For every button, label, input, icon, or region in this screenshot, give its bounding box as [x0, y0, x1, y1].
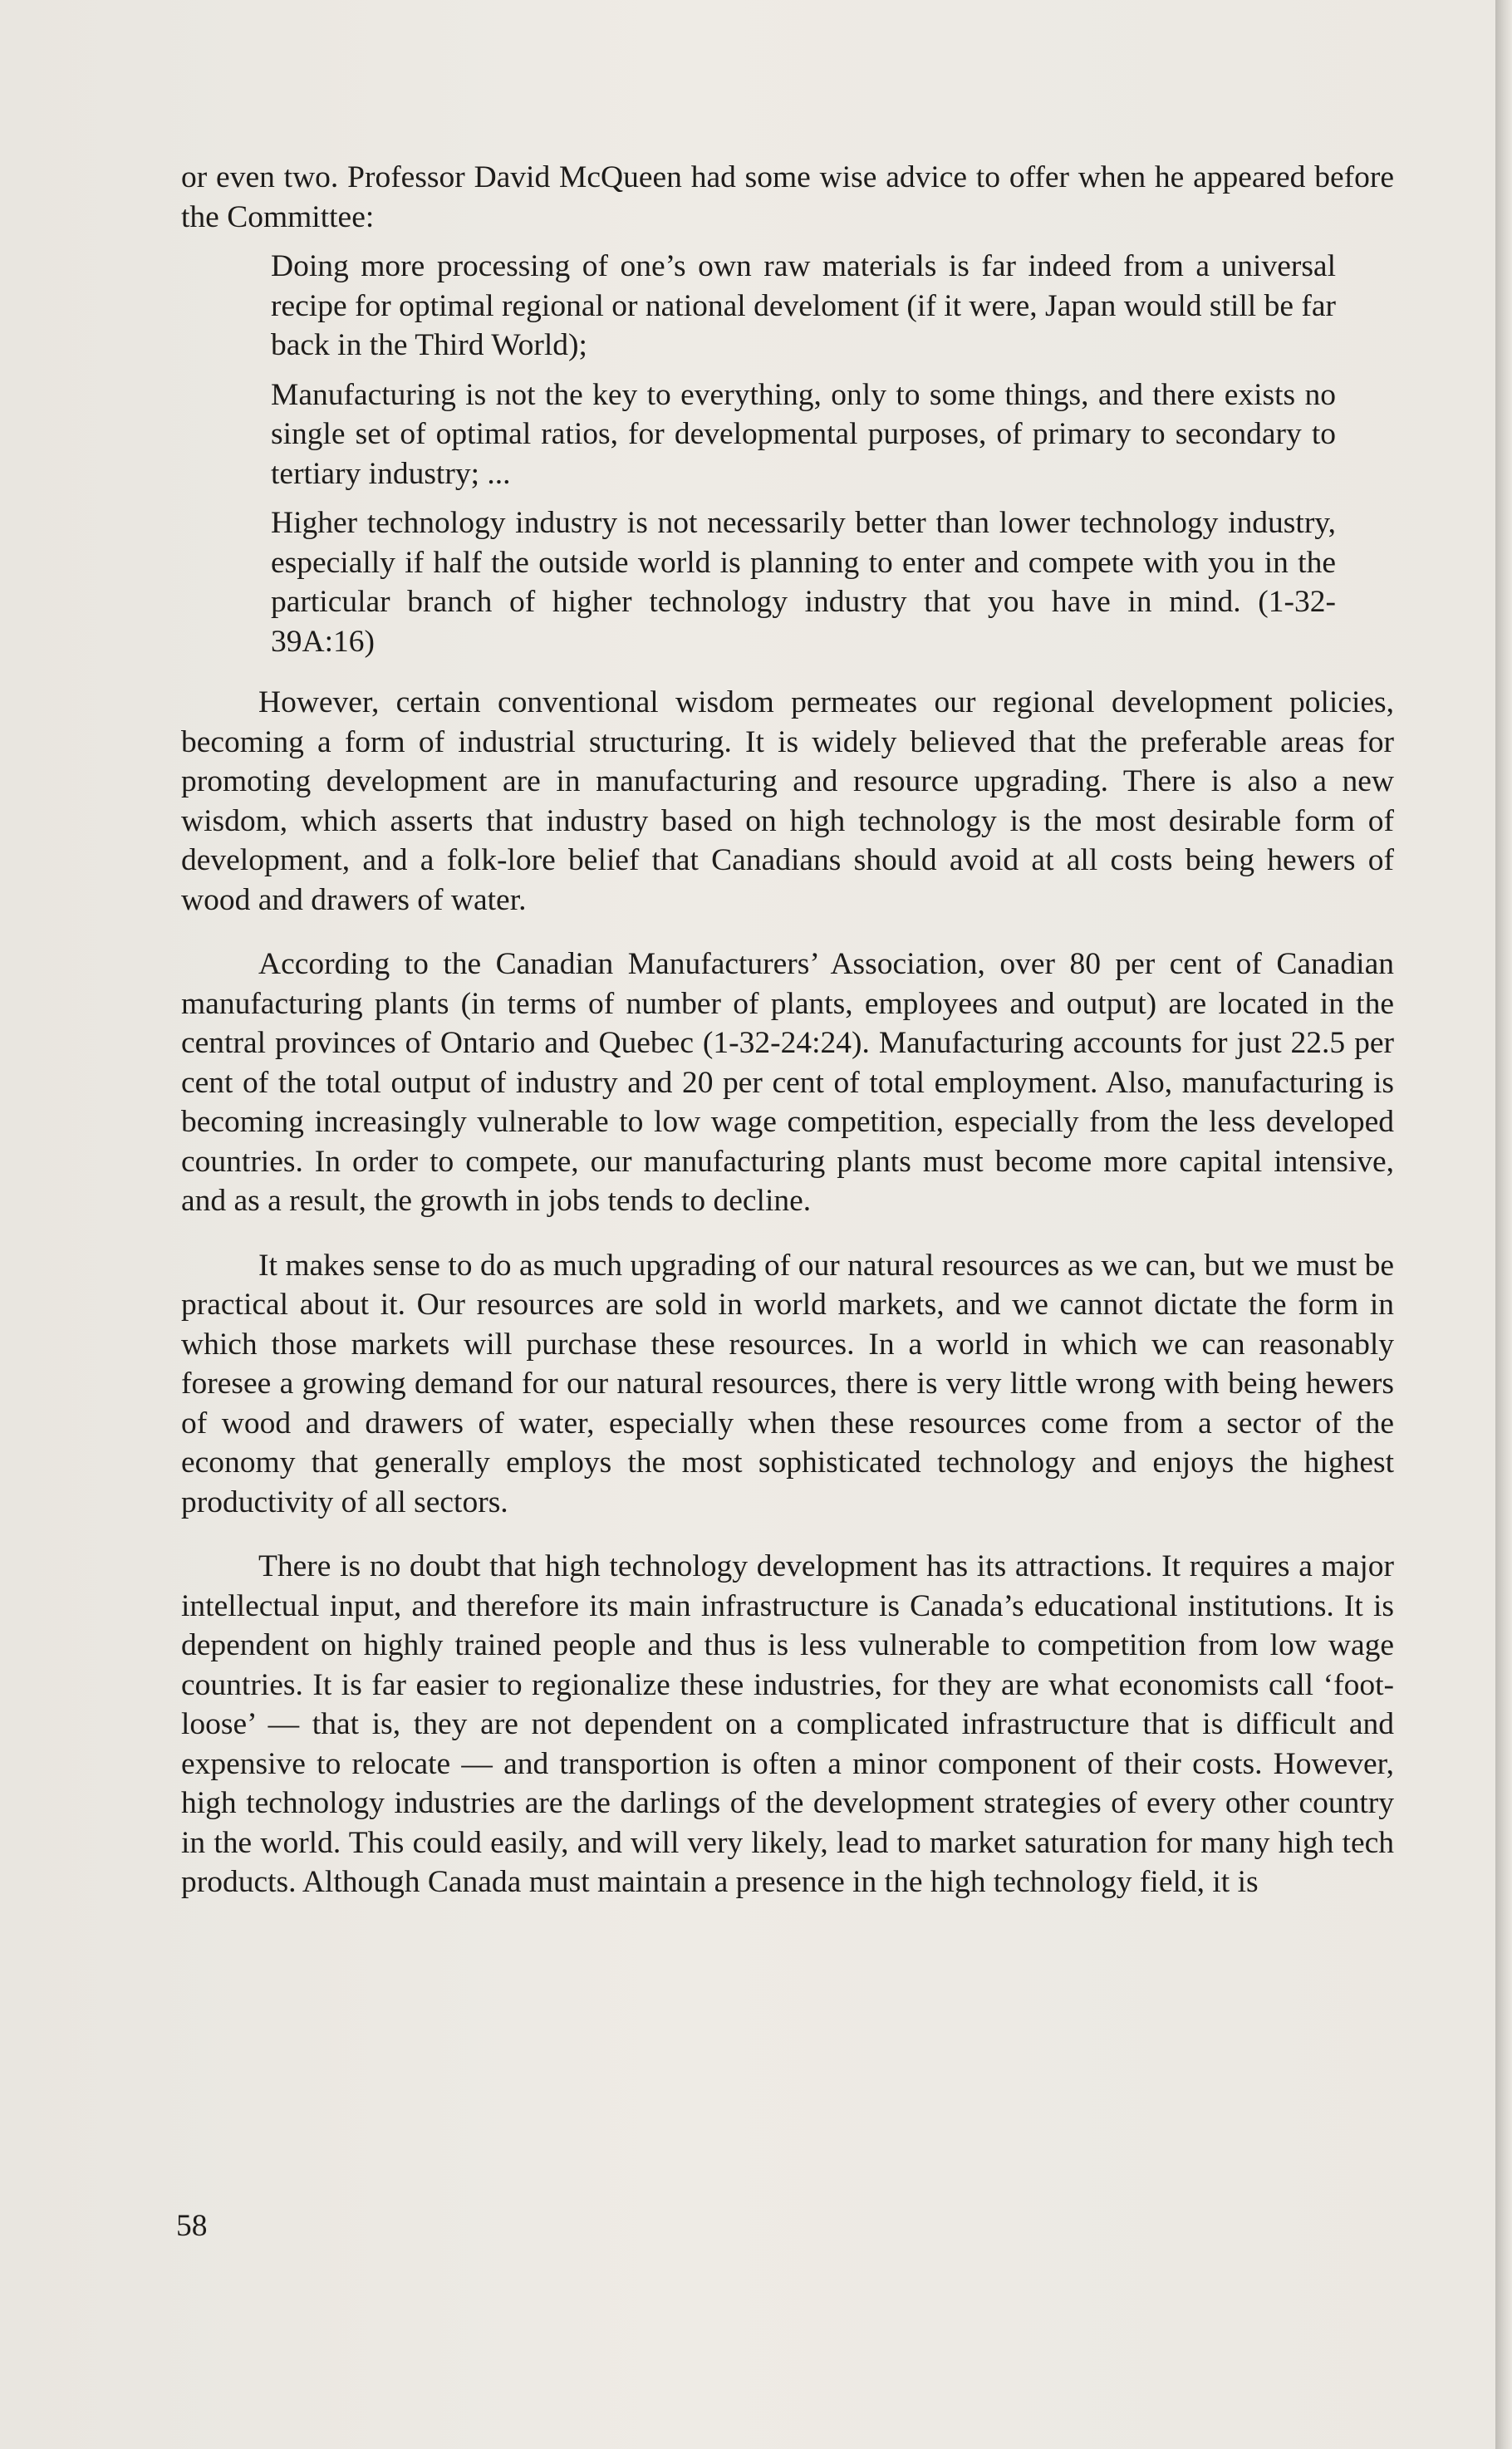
quote-paragraph-1: Doing more processing of one’s own raw materials is far indeed from a universal recipe for optimal regional or national develoment (if it were, Japan would still be far back in the Third World);	[271, 249, 1336, 362]
body-paragraph-2: According to the Canadian Manufacturers’ Association, over 80 per cent of Canadian manufacturing plants (in terms of number of plants, employees and output) are located in the central provinces of Ontario and Quebec (1-32-24:24). Manufacturing accounts for just 22.5 per cent of the total output of industry and 20 per cent of total employment. Also, manufacturing is becoming increasingly vulnerable to low wage competition, especially from the less developed countries. In order to compete, our manufacturing plants must become more capital intensive, and as a result, the growth in jobs tends to decline.	[181, 947, 1394, 1218]
quote-paragraph-3: Higher technology industry is not necessarily better than lower technology industry, especially if half the outside world is planning to enter and compete with you in the particular branch of higher technology industry that you have in mind. (1-32-39A:16)	[271, 506, 1336, 659]
page-number: 58	[176, 2209, 208, 2243]
page-edge-shadow	[1495, 0, 1512, 2449]
quote-paragraph-2: Manufacturing is not the key to everything, only to some things, and there exists no single set of optimal ratios, for developmental purposes, of primary to secondary to tertiary industry; ...	[271, 377, 1336, 491]
body-paragraph-3: It makes sense to do as much upgrading of our natural resources as we can, but we must be practical about it. Our resources are sold in world markets, and we cannot dictate the form in which those markets will purchase these resources. In a world in which we can reasonably foresee a growing demand for our natural resources, there is very little wrong with being hewers of wood and drawers of water, especially when these resources come from a sector of the economy that generally employs the most sophisticated technology and enjoys the highest productivity of all sectors.	[181, 1248, 1394, 1519]
body-paragraph-4: There is no doubt that high technology development has its attractions. It requires a major intellectual input, and therefore its main infrastructure is Canada’s educational institutions. It is dependent on highly trained people and thus is less vulnerable to competition from low wage countries. It is far easier to regionalize these industries, for they are what economists call ‘foot-loose’ — that is, they are not dependent on a complicated infrastructure that is difficult and expensive to relocate — and transportion is often a minor component of their costs. However, high technology industries are the darlings of the development strategies of every other country in the world. This could easily, and will very likely, lead to market saturation for many high tech products. Although Canada must maintain a presence in the high technology field, it is	[181, 1549, 1394, 1899]
intro-paragraph: or even two. Professor David McQueen had some wise advice to offer when he appeared before the Committee:	[181, 160, 1394, 234]
page-body	[181, 158, 1394, 1927]
body-paragraph-1: However, certain conventional wisdom permeates our regional development policies, becoming a form of industrial structuring. It is widely believed that the preferable areas for promoting development are in manufacturing and resource upgrading. There is also a new wisdom, which asserts that industry based on high technology is the most desirable form of development, and a folk-lore belief that Canadians should avoid at all costs being hewers of wood and drawers of water.	[181, 685, 1394, 917]
